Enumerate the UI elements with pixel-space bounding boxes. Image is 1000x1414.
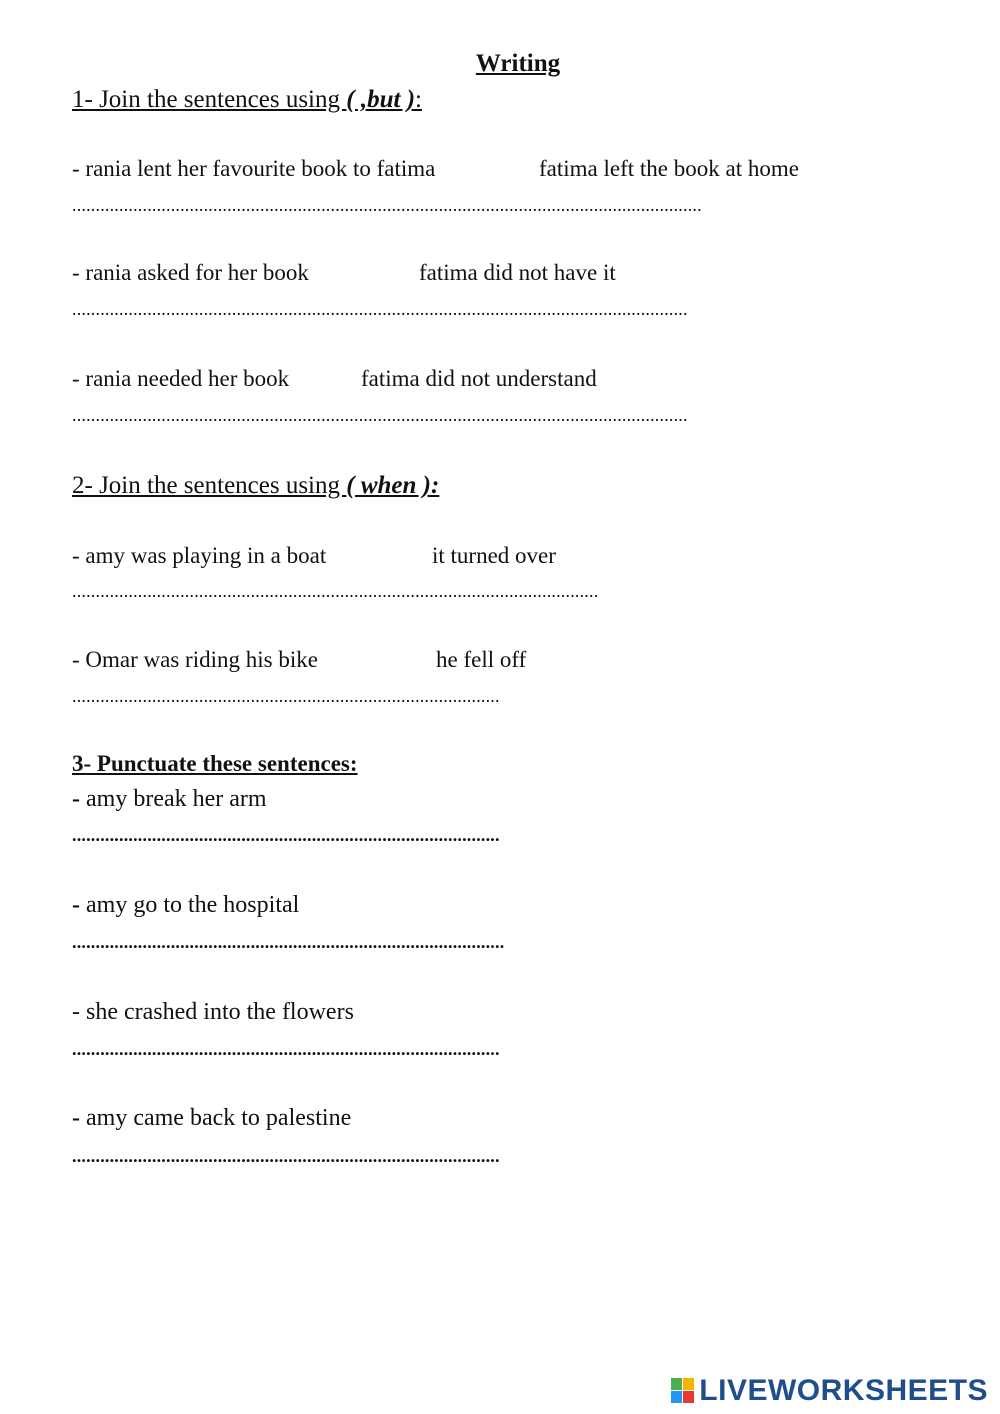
s1-item2-answer-line[interactable]: ...................................................................................................................................: [72, 299, 688, 319]
s3-item1-text: amy break her arm: [80, 786, 267, 812]
s1-item2-sentence-b: fatima did not have it: [419, 260, 616, 285]
s1-item3-answer-line[interactable]: ...................................................................................................................................: [72, 405, 688, 425]
s1-item3-sentence-b: fatima did not understand: [361, 366, 597, 391]
liveworksheets-logo-icon: [671, 1378, 695, 1404]
section2-heading-text: 2- Join the sentences using: [72, 472, 347, 499]
s1-item3-sentence-a: - rania needed her book: [72, 366, 290, 391]
liveworksheets-logo: [671, 1374, 988, 1408]
s3-item2-text: amy go to the hospital: [80, 892, 300, 918]
s3-item1-dash: -: [72, 786, 80, 812]
s3-item4-sentence: [72, 1105, 351, 1132]
s3-item3-text: she crashed into the flowers: [80, 999, 354, 1025]
s3-item2-answer-line[interactable]: ............................................................................................: [72, 932, 505, 952]
s3-item3-answer-line[interactable]: ...........................................................................................: [72, 1039, 500, 1059]
section2-keyword: ( when ):: [346, 472, 440, 499]
s1-item1-sentence-b: fatima left the book at home: [539, 156, 799, 181]
s2-item2-sentence-b: he fell off: [436, 647, 527, 672]
s3-item3-sentence: [72, 999, 354, 1026]
section1-heading-suffix: :: [415, 86, 422, 113]
s2-item1-sentence-a: - amy was playing in a boat: [72, 543, 327, 568]
s3-item4-text: amy came back to palestine: [80, 1105, 352, 1131]
page-title: Writing: [475, 50, 561, 77]
s2-item1-sentence-b: it turned over: [432, 543, 556, 568]
s1-item1-sentence-a: - rania lent her favourite book to fatima: [72, 156, 436, 181]
s1-item1-answer-line[interactable]: ......................................................................................................................................: [72, 195, 702, 215]
s1-item2-sentence-a: - rania asked for her book: [72, 260, 309, 285]
s3-item2-dash: -: [72, 892, 80, 918]
s3-item1-answer-line[interactable]: ...........................................................................................: [72, 825, 500, 845]
s3-item4-dash: -: [72, 1105, 80, 1131]
logo-text: LIVEWORKSHEETS: [699, 1374, 988, 1407]
s3-item4-answer-line[interactable]: ...........................................................................................: [72, 1146, 500, 1166]
s2-item1-answer-line[interactable]: ................................................................................................................: [72, 581, 599, 601]
section1-heading: [72, 86, 422, 114]
s2-item2-answer-line[interactable]: ...........................................................................................: [72, 686, 500, 706]
s3-item3-dash: -: [72, 999, 80, 1025]
section1-keyword: ( ,but ): [346, 86, 416, 113]
s3-item2-sentence: [72, 892, 299, 919]
section2-heading: [72, 472, 439, 500]
section3-heading: 3- Punctuate these sentences:: [72, 751, 358, 776]
section1-heading-text: 1- Join the sentences using: [72, 86, 347, 113]
s3-item1-sentence: [72, 786, 267, 813]
s2-item2-sentence-a: - Omar was riding his bike: [72, 647, 318, 672]
